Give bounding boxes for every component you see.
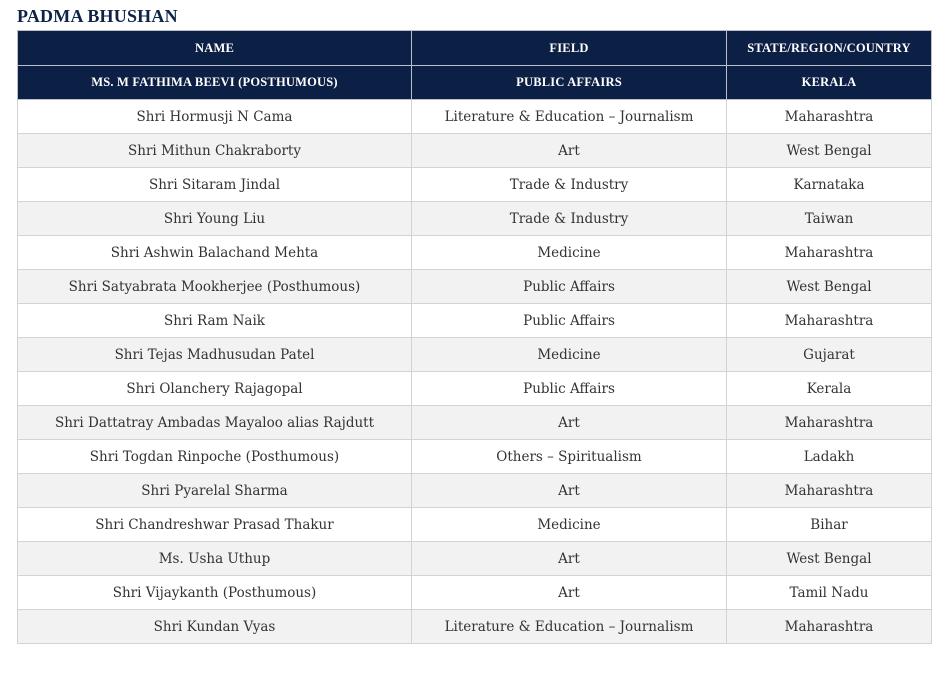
field-cell: Public Affairs <box>412 270 727 304</box>
column-header-row <box>18 31 932 66</box>
field-cell: Literature & Education – Journalism <box>412 610 727 644</box>
name-cell: Shri Togdan Rinpoche (Posthumous) <box>18 440 412 474</box>
table-row <box>18 202 932 236</box>
table-row <box>18 270 932 304</box>
name-cell: Shri Chandreshwar Prasad Thakur <box>18 508 412 542</box>
state-cell: West Bengal <box>727 270 932 304</box>
state-cell: Maharashtra <box>727 474 932 508</box>
field-cell: Medicine <box>412 236 727 270</box>
field-cell: Public Affairs <box>412 304 727 338</box>
state-cell: Maharashtra <box>727 100 932 134</box>
table-header <box>18 31 932 100</box>
name-cell: Shri Pyarelal Sharma <box>18 474 412 508</box>
table-row <box>18 134 932 168</box>
table-row <box>18 508 932 542</box>
name-cell: Shri Kundan Vyas <box>18 610 412 644</box>
highlighted-state-cell: KERALA <box>727 66 932 100</box>
field-cell: Art <box>412 134 727 168</box>
table-row <box>18 236 932 270</box>
state-cell: Gujarat <box>727 338 932 372</box>
state-cell: Maharashtra <box>727 406 932 440</box>
table-row <box>18 440 932 474</box>
table-body <box>18 100 932 644</box>
field-cell: Art <box>412 474 727 508</box>
field-cell: Others – Spiritualism <box>412 440 727 474</box>
table-row <box>18 372 932 406</box>
page-title: PADMA BHUSHAN <box>17 6 178 26</box>
table-row <box>18 406 932 440</box>
field-cell: Medicine <box>412 508 727 542</box>
name-cell: Shri Mithun Chakraborty <box>18 134 412 168</box>
field-cell: Art <box>412 542 727 576</box>
name-cell: Shri Olanchery Rajagopal <box>18 372 412 406</box>
state-cell: Ladakh <box>727 440 932 474</box>
table-row <box>18 542 932 576</box>
field-cell: Trade & Industry <box>412 168 727 202</box>
table-row <box>18 576 932 610</box>
state-cell: Maharashtra <box>727 304 932 338</box>
column-header-state: STATE/REGION/COUNTRY <box>727 31 932 66</box>
field-cell: Public Affairs <box>412 372 727 406</box>
state-cell: Maharashtra <box>727 236 932 270</box>
table-row <box>18 304 932 338</box>
column-header-name: NAME <box>18 31 412 66</box>
table-row <box>18 168 932 202</box>
name-cell: Shri Dattatray Ambadas Mayaloo alias Rajdutt <box>18 406 412 440</box>
highlighted-awardee-row <box>18 66 932 100</box>
awardees-table <box>17 30 932 644</box>
state-cell: Taiwan <box>727 202 932 236</box>
table-row <box>18 610 932 644</box>
state-cell: Tamil Nadu <box>727 576 932 610</box>
name-cell: Shri Tejas Madhusudan Patel <box>18 338 412 372</box>
highlighted-name-cell: MS. M FATHIMA BEEVI (POSTHUMOUS) <box>18 66 412 100</box>
column-header-field: FIELD <box>412 31 727 66</box>
name-cell: Shri Vijaykanth (Posthumous) <box>18 576 412 610</box>
name-cell: Shri Ashwin Balachand Mehta <box>18 236 412 270</box>
name-cell: Shri Sitaram Jindal <box>18 168 412 202</box>
field-cell: Medicine <box>412 338 727 372</box>
table-row <box>18 474 932 508</box>
state-cell: Kerala <box>727 372 932 406</box>
highlighted-field-cell: PUBLIC AFFAIRS <box>412 66 727 100</box>
name-cell: Ms. Usha Uthup <box>18 542 412 576</box>
table-row <box>18 100 932 134</box>
state-cell: West Bengal <box>727 134 932 168</box>
state-cell: Bihar <box>727 508 932 542</box>
state-cell: Karnataka <box>727 168 932 202</box>
state-cell: West Bengal <box>727 542 932 576</box>
table-row <box>18 338 932 372</box>
name-cell: Shri Ram Naik <box>18 304 412 338</box>
name-cell: Shri Young Liu <box>18 202 412 236</box>
field-cell: Trade & Industry <box>412 202 727 236</box>
field-cell: Art <box>412 576 727 610</box>
field-cell: Art <box>412 406 727 440</box>
field-cell: Literature & Education – Journalism <box>412 100 727 134</box>
name-cell: Shri Hormusji N Cama <box>18 100 412 134</box>
state-cell: Maharashtra <box>727 610 932 644</box>
name-cell: Shri Satyabrata Mookherjee (Posthumous) <box>18 270 412 304</box>
